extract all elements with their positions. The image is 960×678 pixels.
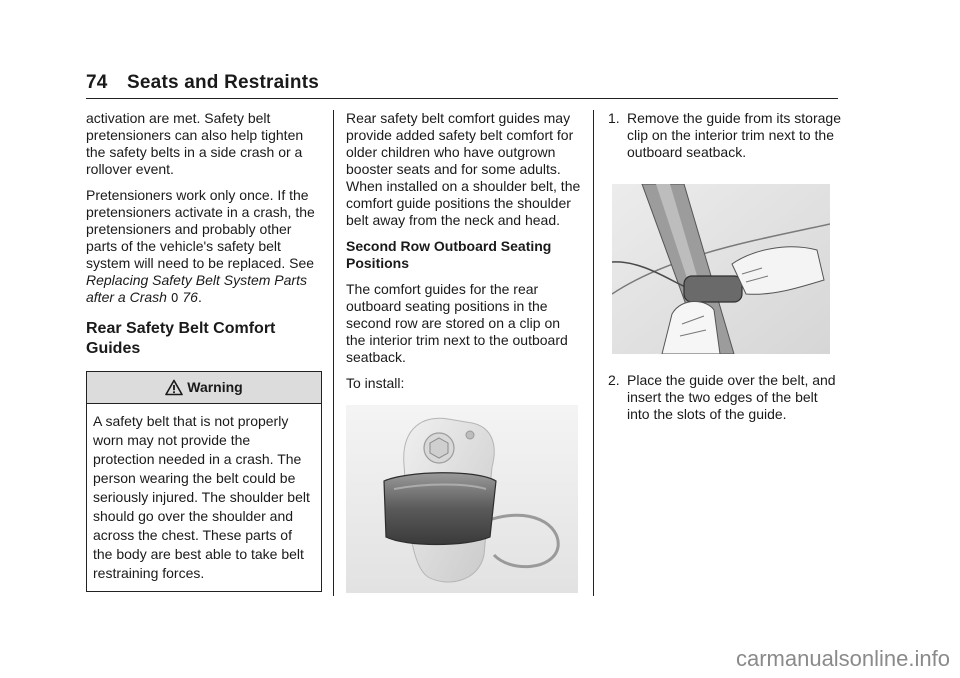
column-divider	[593, 110, 594, 596]
remove-guide-illustration	[612, 184, 830, 354]
paragraph: The comfort guides for the rear outboard seating positions in the second row are stored on a clip on the interior trim next to the outboard seatback.	[346, 281, 568, 365]
column-3-continued	[608, 372, 844, 432]
page-number: 74	[86, 72, 108, 93]
warning-header	[87, 372, 321, 404]
column-2	[346, 110, 582, 401]
column-1	[86, 110, 322, 592]
step-number: 2.	[608, 372, 620, 388]
watermark: carmanualsonline.info	[735, 646, 950, 671]
warning-triangle-icon	[165, 379, 183, 396]
step-text: Place the guide over the belt, and insert the two edges of the belt into the slots of the guide.	[627, 372, 836, 422]
warning-text: A safety belt that is not properly worn may not provide the protection needed in a crash. The person wearing the belt could be seriously injured. The shoulder belt should go over the shoulder and across the chest. These parts of the body are best able to take belt restraining forces.	[93, 413, 310, 581]
list-item	[608, 372, 844, 423]
page-header	[86, 72, 319, 94]
warning-title: Warning	[187, 379, 243, 395]
section-title: Rear Safety Belt Comfort Guides	[86, 320, 276, 357]
page-ref[interactable]: 76	[182, 289, 198, 305]
warning-box	[86, 371, 322, 592]
paragraph: Rear safety belt comfort guides may provide added safety belt comfort for older children who have outgrown booster seats and for some adults. When installed on a shoulder belt, the comfort guide positions the shoulder belt away from the neck and head.	[346, 110, 581, 228]
list-item	[608, 110, 844, 161]
comfort-guide-illustration	[346, 405, 578, 593]
column-divider	[333, 110, 334, 596]
cross-reference-link[interactable]: Replacing Safety Belt System Parts after a Crash	[86, 272, 307, 305]
paragraph: To install:	[346, 375, 405, 391]
paragraph: activation are met. Safety belt pretensioners can also help tighten the safety belts in a side crash or a rollover event.	[86, 110, 304, 177]
subheading: Second Row Outboard Seating Positions	[346, 238, 552, 271]
column-3	[608, 110, 844, 170]
paragraph: Pretensioners work only once. If the pretensioners activate in a crash, the pretensioners and probably other parts of the vehicle's safety belt system will need to be replaced. See Replacing Safety Belt System Parts after a Crash 0 76.	[86, 187, 315, 305]
step-text: Remove the guide from its storage clip on the interior trim next to the outboard seatback.	[627, 110, 841, 160]
step-number: 1.	[608, 110, 620, 126]
section-heading: Seats and Restraints	[127, 72, 319, 93]
page-ref-arrow-icon: 0	[170, 291, 179, 305]
header-rule	[86, 98, 838, 99]
